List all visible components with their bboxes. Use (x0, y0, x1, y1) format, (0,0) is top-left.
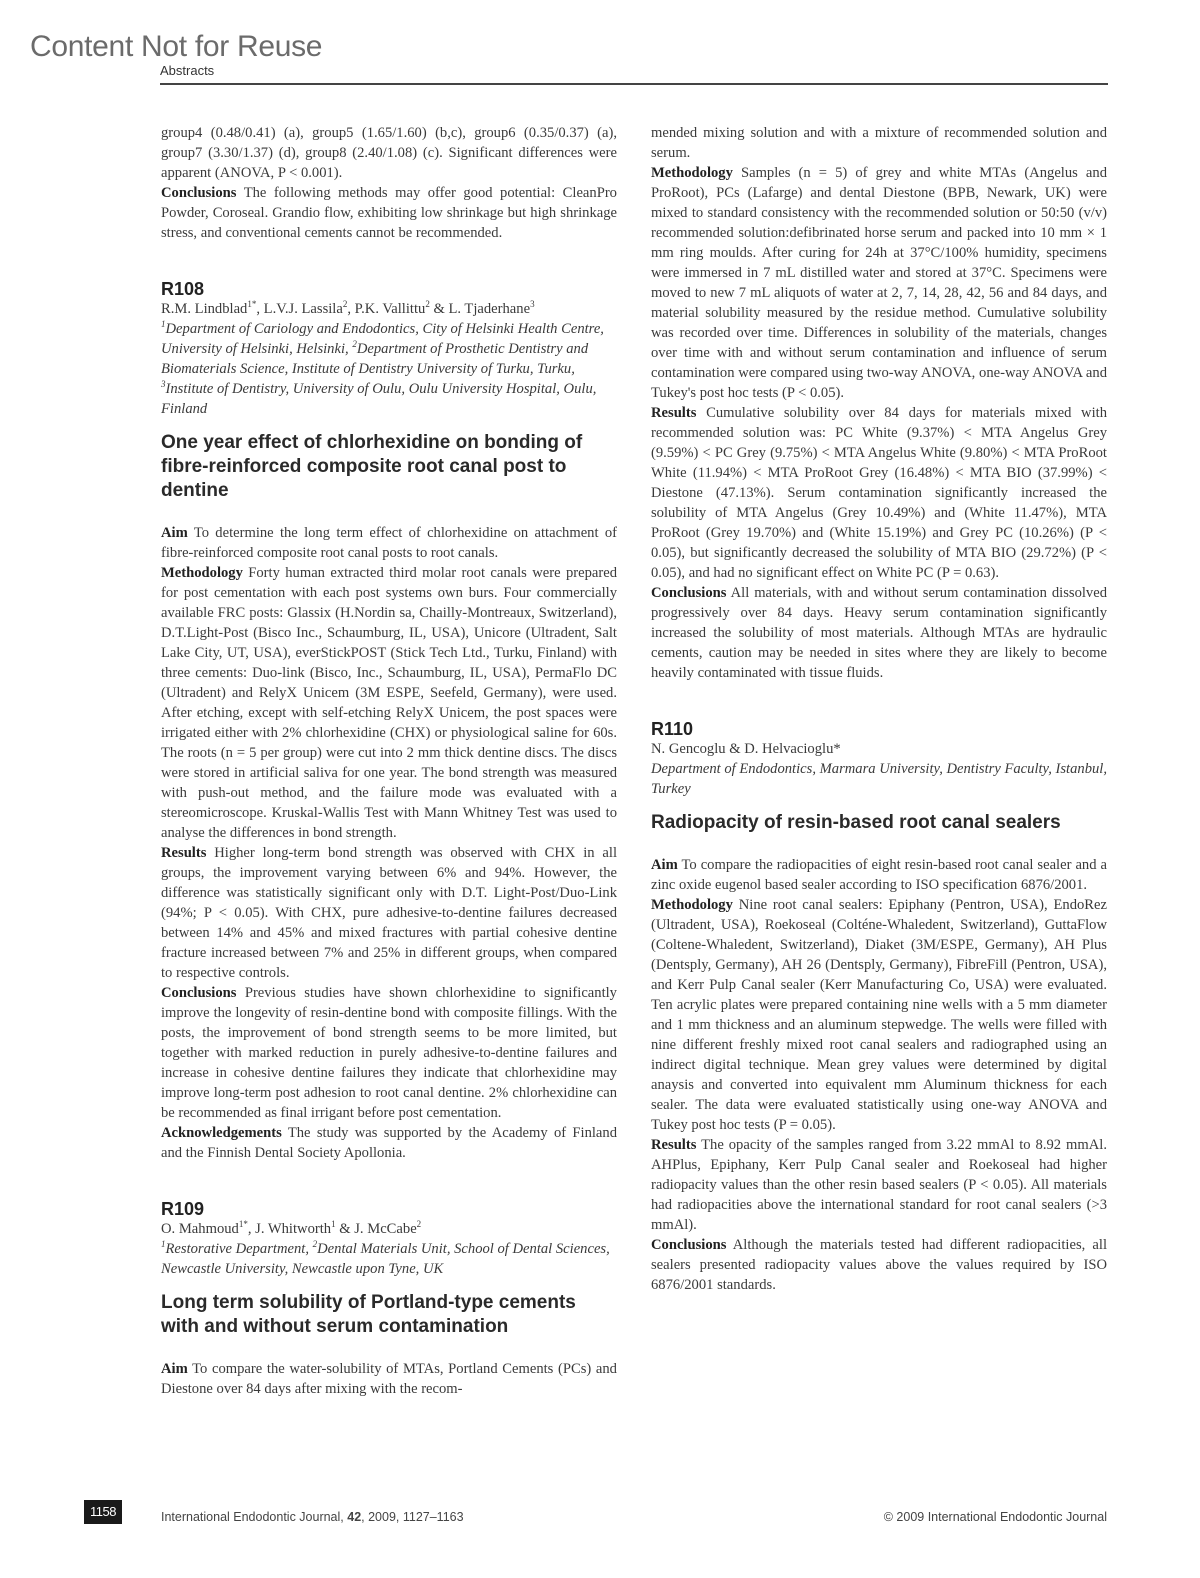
abstract-title: Long term solubility of Portland-type cements with and without serum contamination (161, 1292, 576, 1337)
page-number: 1158 (84, 1500, 122, 1524)
abstract-title: Radiopacity of resin-based root canal sealers (651, 812, 1061, 833)
abstract-r109-continued (651, 123, 1107, 683)
aim-paragraph-continued: mended mixing solution and with a mixture of recommended solution and serum. (651, 125, 1107, 161)
methodology-paragraph: Methodology Nine root canal sealers: Epiphany (Pentron, USA), EndoRez (Ultradent, USA), Roekoseal (Colténe-Whaledent, Switzerland), GuttaFlow (Coltene-Whaledent, Switzerland), Diaket (3M/ESPE, Germany), AH Plus (Dentsply, Germany), AH 26 (Dentsply, Germany), FibreFill (Pentron, USA), and Kerr Pulp Canal sealer (Kerr Manufacturing Co, USA) were evaluated. Ten acrylic plates were prepared containing nine wells with a 5 mm diameter and 1 mm thickness and an aluminum stepwedge. The wells were filled with nine different freshly mixed root canal sealers and radiographed using an indirect digital technique. Mean grey values were determined by digital anaysis and converted into equivalent mm Aluminum thickness for each sealer. The data were evaluated statistically using one-way ANOVA and Tukey post hoc tests (P = 0.05). (651, 897, 1107, 1133)
affiliations: $^1$Department of Cariology and Endodontics, City of Helsinki Health Centre, University of Helsinki, Helsinki, $^2$Department of Prosthetic Dentistry and Biomaterials Science, Institute of Dentistry University of Turku, Turku, $^3$Institute of Dentistry, University of Oulu, Oulu University Hospital, Oulu, Finland (161, 319, 604, 417)
author-list: N. Gencoglu & D. Helvacioglu* (651, 741, 841, 757)
conclusions-paragraph: Conclusions Although the materials tested had different radiopacities, all sealers presented radiopacity values above the values required by ISO 6876/2001 standards. (651, 1237, 1107, 1293)
methodology-paragraph: Methodology Samples (n = 5) of grey and white MTAs (Angelus and ProRoot), PCs (Lafarge) and dental Diestone (BPB, Newark, UK) were mixed to standard consistency with the recommended solution or 50:50 (v/v) recommended solution:defibrinated horse serum and packed into 10 mm × 1 mm ring moulds. After curing for 24h at 37°C/100% humidity, specimens were immersed in 7 mL distilled water and stored at 37°C. Specimens were moved to new 7 mL aliquots of water at 2, 7, 14, 28, 42, 56 and 84 days, and material solubility measured by the residue method. Cumulative solubility was recorded over time. Differences in solubility of the materials, changes over time with and without serum contamination and influence of serum contamination were compared using two-way ANOVA, one-way ANOVA and Tukey's post hoc tests (P < 0.05). (651, 165, 1107, 401)
affiliations: $^1$Restorative Department, $^2$Dental Materials Unit, School of Dental Sciences, Newcastle University, Newcastle upon Tyne, UK (161, 1239, 610, 1277)
results-paragraph: Results The opacity of the samples ranged from 3.22 mmAl to 8.92 mmAl. AHPlus, Epiphany, Kerr Pulp Canal sealer and Roekoseal had higher radiopacity values than the other resin based sealers (P < 0.05). All materials had radiopacities above the international standard for root canal sealers (>3 mmAl). (651, 1137, 1107, 1233)
aim-paragraph: Aim To compare the water-solubility of MTAs, Portland Cements (PCs) and Diestone over 84 days after mixing with the recom- (161, 1361, 617, 1397)
results-paragraph: Results Higher long-term bond strength was observed with CHX in all groups, the improvement varying between 6% and 94%. However, the difference was statistically significant only with D.T. Light-Post/Duo-Link (94%; P < 0.05). With CHX, pure adhesive-to-dentine failures decreased between 14% and 45% and mixed fractures with partial cohesive dentine fracture increased between 7% and 25% in different groups, when compared to respective controls. (161, 845, 617, 981)
continuation-conclusions: Conclusions The following methods may offer good potential: CleanPro Powder, Coroseal. Grandio flow, exhibiting low shrinkage but high shrinkage stress, and conventional cements cannot be recommended. (161, 185, 617, 241)
left-column (161, 123, 617, 1399)
header-rule (160, 83, 1108, 85)
methodology-paragraph: Methodology Forty human extracted third molar root canals were prepared for post cementation with each post systems own burs. Four commercially available FRC posts: Glassix (H.Nordin sa, Chailly-Montreaux, Switzerland), D.T.Light-Post (Bisco Inc., Schaumburg, IL, USA), Unicore (Ultradent, Salt Lake City, UT, USA), everStickPOST (Stick Tech Ltd., Turku, Finland) with three cements: Duo-link (Bisco, Inc., Schaumburg, IL, USA), PermaFlo DC (Ultradent) and RelyX Unicem (3M ESPE, Seefeld, Germany), were used. After etching, except with self-etching RelyX Unicem, the post spaces were irrigated either with 2% chlorhexidine (CHX) or physiological saline for 60s. The roots (n = 5 per group) were cut into 2 mm thick dentine discs. The discs were stored in artificial saliva for one year. The bond strength was measured with push-out method, and the failure mode was evaluated with a stereomicroscope. Kruskal-Wallis Test with Mann Whitney Test was used to analyse the differences in bond strength. (161, 565, 617, 841)
right-column (651, 123, 1107, 1295)
author-list: R.M. Lindblad$^{1*}$, L.V.J. Lassila$^2$, P.K. Vallittu$^2$ & L. Tjaderhane$^3$ (161, 299, 535, 317)
abstract-id: R110 (651, 719, 694, 739)
abstract-title: One year effect of chlorhexidine on bonding of fibre-reinforced composite root canal post to dentine (161, 432, 583, 501)
acknowledgements-paragraph: Acknowledgements The study was supported by the Academy of Finland and the Finnish Dental Society Apollonia. (161, 1125, 617, 1161)
continuation-results: group4 (0.48/0.41) (a), group5 (1.65/1.60) (b,c), group6 (0.35/0.37) (a), group7 (3.30/1.37) (d), group8 (2.40/1.08) (c). Significant differences were apparent (ANOVA, P < 0.001). (161, 125, 617, 181)
conclusions-paragraph: Conclusions All materials, with and without serum contamination dissolved progressively over 84 days. Heavy serum contamination significantly increased the solubility of most materials. Although MTAs are hydraulic cements, caution may be needed in sites where they are likely to become heavily contaminated with tissue fluids. (651, 585, 1107, 681)
conclusions-paragraph: Conclusions Previous studies have shown chlorhexidine to significantly improve the longevity of resin-dentine bond with composite fillings. With the posts, the improvement of bond strength seems to be more limited, but together with marked reduction in purely adhesive-to-dentine failures and increase in cohesive dentine failures they indicate that chlorhexidine may improve long-term post adhesion to root canal dentine. 2% chlorhexidine can be recommended as final irrigant before post cementation. (161, 985, 617, 1121)
section-label: Conclusions (161, 185, 237, 201)
abstract-r108 (161, 279, 617, 1163)
results-paragraph: Results Cumulative solubility over 84 days for materials mixed with recommended solution was: PC White (9.37%) < MTA Angelus Grey (9.59%) < PC Grey (9.75%) < MTA Angelus White (9.80%) < MTA ProRoot White (11.94%) < MTA ProRoot Grey (16.48%) < MTA BIO (37.99%) < Diestone (47.13%). Serum contamination significantly increased the solubility of MTA Angelus (Grey 10.49%) and (White 11.47%), MTA ProRoot (Grey 19.70%) and (White 15.19%) and Grey PC (10.26%) (P < 0.05), but significantly decreased the solubility of MTA BIO (29.72%) (P < 0.05), and had no significant effect on White PC (P = 0.63). (651, 405, 1107, 581)
aim-paragraph: Aim To determine the long term effect of chlorhexidine on attachment of fibre-reinforced composite root canal posts to root canals. (161, 525, 617, 561)
abstract-r110 (651, 719, 1107, 1295)
author-list: O. Mahmoud$^{1*}$, J. Whitworth$^1$ & J. McCabe$^2$ (161, 1219, 422, 1237)
affiliations: Department of Endodontics, Marmara University, Dentistry Faculty, Istanbul, Turkey (651, 761, 1108, 797)
abstract-id: R108 (161, 279, 205, 299)
watermark: Content Not for Reuse (30, 30, 323, 63)
abstract-r109 (161, 1199, 617, 1399)
aim-paragraph: Aim To compare the radiopacities of eight resin-based root canal sealer and a zinc oxide eugenol based sealer according to ISO specification 6876/2001. (651, 857, 1108, 893)
copyright-notice: © 2009 International Endodontic Journal (883, 1510, 1107, 1524)
running-head: Abstracts (160, 63, 215, 78)
abstract-id: R109 (161, 1199, 205, 1219)
journal-citation: International Endodontic Journal, 42, 2009, 1127–1163 (161, 1510, 464, 1524)
